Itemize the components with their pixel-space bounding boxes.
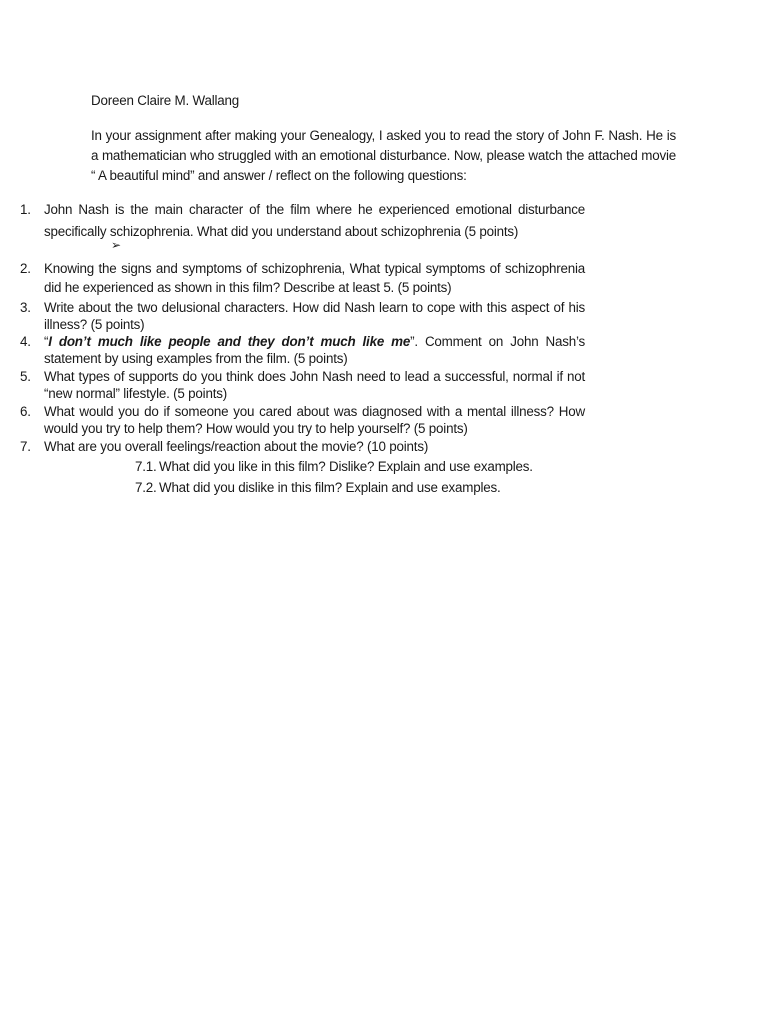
intro-paragraph: In your assignment after making your Genealogy, I asked you to read the story of John F. Nash. He is a mathematician who struggled with an emotional disturbance. Now, please watch the attached movie “ A beautiful mind” and answer / reflect on the following questions: [91,128,676,183]
question-number: 1. [20,202,31,217]
question-number: 7. [20,439,31,454]
question-number: 5. [20,369,31,384]
question-text: “I don’t much like people and they don’t much like me”. Comment on John Nash’s statement by using examples from the film. (5 points) [44,334,585,366]
question-text: What would you do if someone you cared about was diagnosed with a mental illness? How would you try to help them? How would you try to help yourself? (5 points) [44,404,585,436]
bullet-arrow-icon: ➢ [111,238,122,252]
question-text: What are you overall feelings/reaction about the movie? (10 points) [44,439,429,454]
question-number: 3. [20,300,31,315]
question-text-rest: Comment on John Nash’s statement by using examples from the film. (5 points) [44,334,585,366]
subquestion-7-2 [135,480,501,495]
question-number: 2. [20,261,31,276]
question-text: Write about the two delusional characters. How did Nash learn to cope with this aspect of his illness? (5 points) [44,300,585,332]
question-text: What types of supports do you think does John Nash need to lead a successful, normal if not “new normal” lifestyle. (5 points) [44,369,585,401]
subquestion-7-1 [135,459,533,474]
question-number: 4. [20,334,31,349]
nash-quote: I don’t much like people and they don’t much like me [48,334,411,349]
subquestion-number: 7.1. [135,459,157,474]
subquestion-text: What did you like in this film? Dislike? Explain and use examples. [159,459,533,474]
author-name: Doreen Claire M. Wallang [91,93,240,108]
question-text: John Nash is the main character of the film where he experienced emotional disturbance specifically schizophrenia. What did you understand about schizophrenia (5 points) [44,202,585,239]
question-number: 6. [20,404,31,419]
subquestion-number: 7.2. [135,480,157,495]
question-text: Knowing the signs and symptoms of schizophrenia, What typical symptoms of schizophrenia did he experienced as shown in this film? Describe at least 5. (5 points) [44,261,585,295]
subquestion-text: What did you dislike in this film? Explain and use examples. [159,480,501,495]
